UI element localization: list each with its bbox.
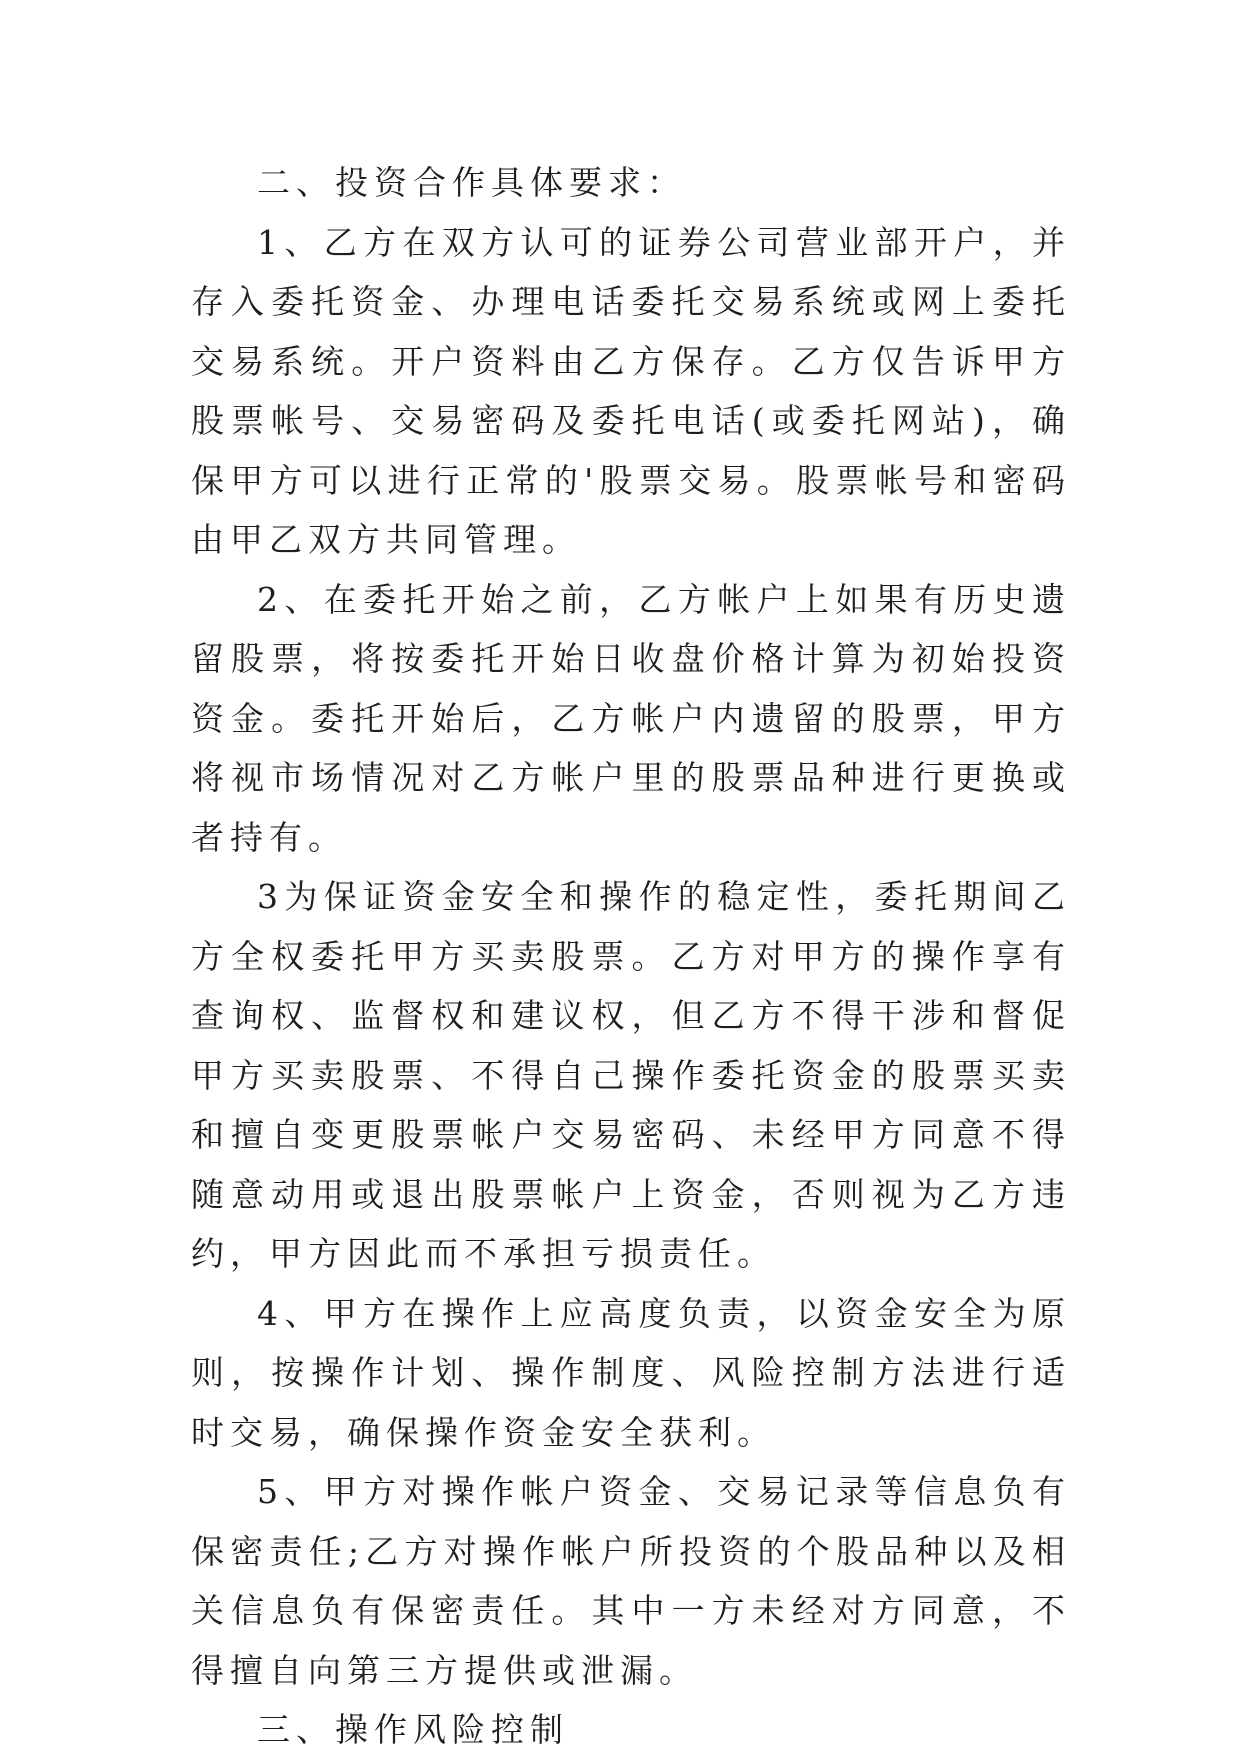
section-heading-risk-control: 三、操作风险控制: [257, 1710, 569, 1749]
clause-2-paragraph: 2、在委托开始之前，乙方帐户上如果有历史遗留股票，将按委托开始日收盘价格计算为初始投资资金。委托开始后，乙方帐户内遗留的股票，甲方将视市场情况对乙方帐户里的股票品种进行更换或者持有。: [191, 579, 1071, 857]
clause-4-paragraph: 4、甲方在操作上应高度负责，以资金安全为原则，按操作计划、操作制度、风险控制方法进行适时交易，确保操作资金安全获利。: [191, 1293, 1071, 1452]
clause-5-paragraph: 5、甲方对操作帐户资金、交易记录等信息负有保密责任;乙方对操作帐户所投资的个股品种以及相关信息负有保密责任。其中一方未经对方同意，不得擅自向第三方提供或泄漏。: [191, 1472, 1071, 1690]
clause-1-paragraph: 1、乙方在双方认可的证券公司营业部开户，并存入委托资金、办理电话委托交易系统或网上委托交易系统。开户资料由乙方保存。乙方仅告诉甲方股票帐号、交易密码及委托电话(或委托网站)，确保甲方可以进行正常的'股票交易。股票帐号和密码由甲乙双方共同管理。: [191, 222, 1071, 559]
section-heading-investment-requirements: 二、投资合作具体要求：: [257, 163, 686, 202]
clause-3-paragraph: 3为保证资金安全和操作的稳定性，委托期间乙方全权委托甲方买卖股票。乙方对甲方的操作享有查询权、监督权和建议权，但乙方不得干涉和督促甲方买卖股票、不得自己操作委托资金的股票买卖和擅自变更股票帐户交易密码、未经甲方同意不得随意动用或退出股票帐户上资金，否则视为乙方违约，甲方因此而不承担亏损责任。: [191, 877, 1071, 1273]
document-body: [191, 153, 1071, 1760]
